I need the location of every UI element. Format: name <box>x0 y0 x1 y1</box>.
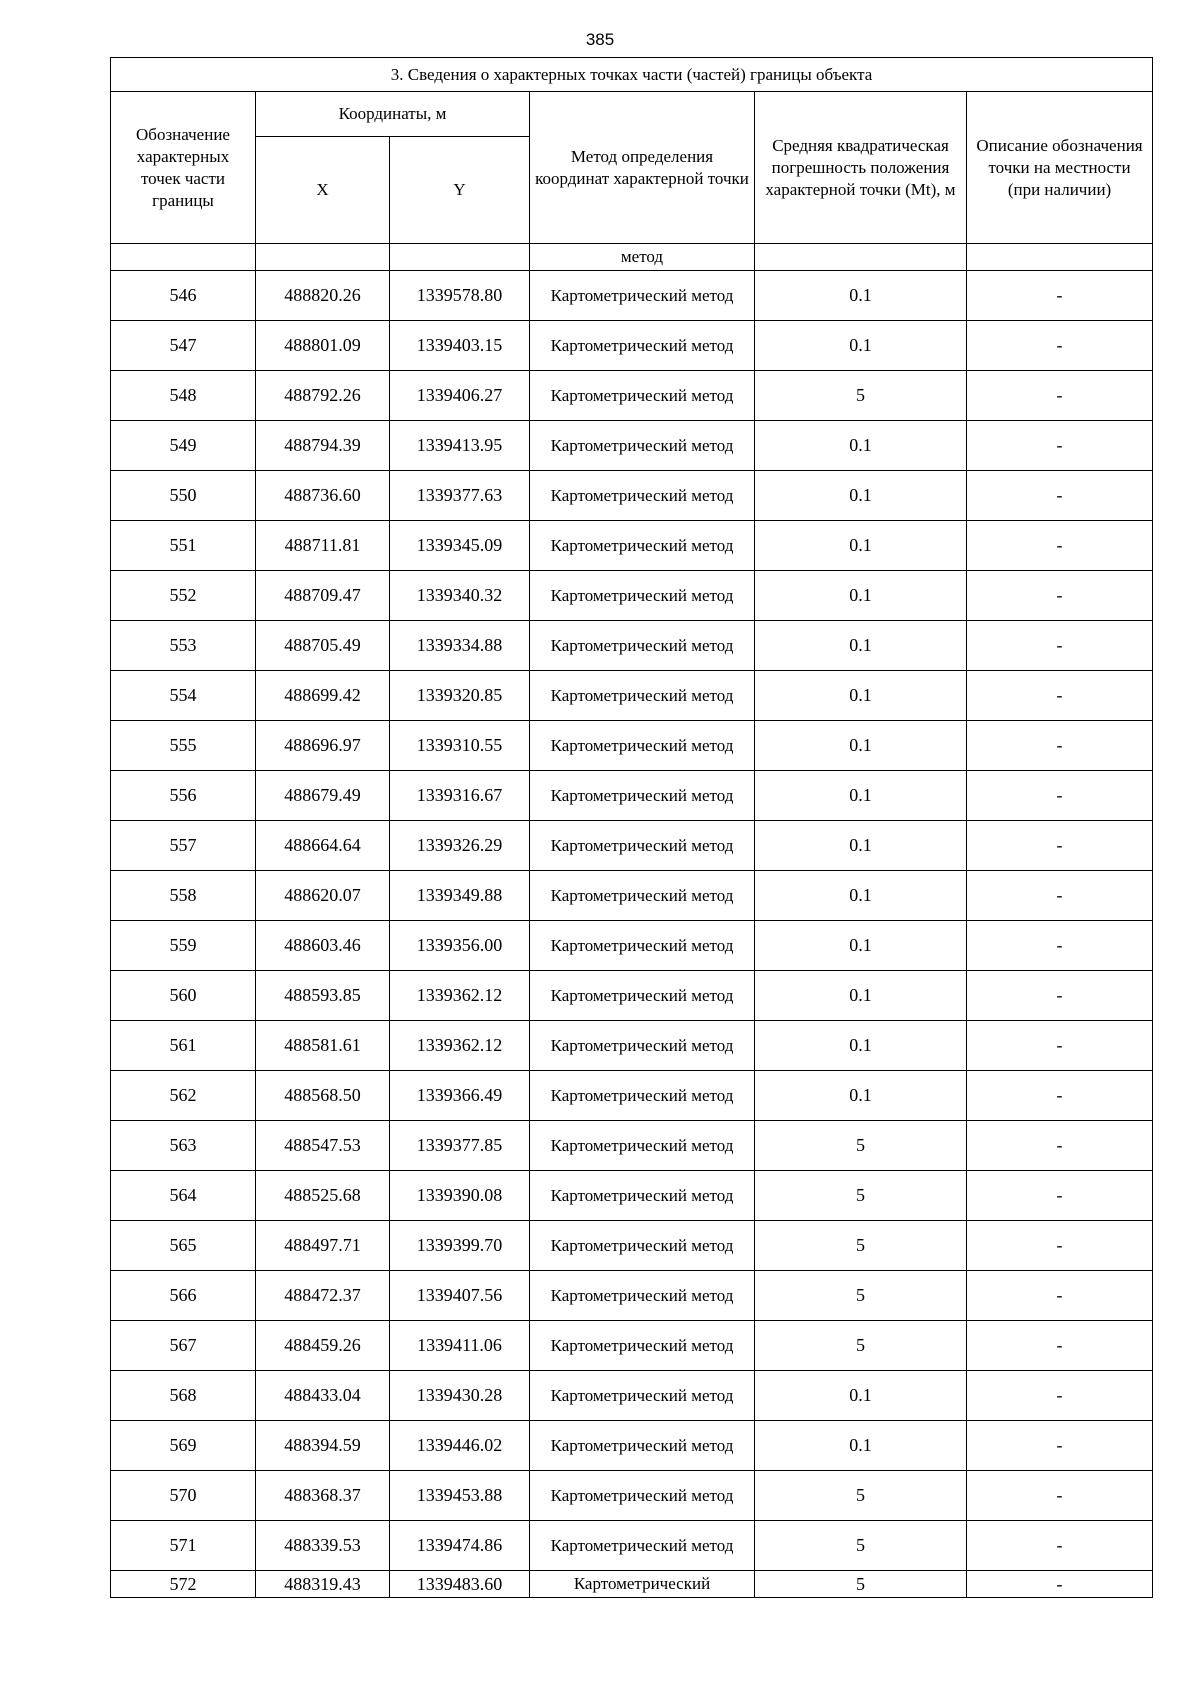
cell-y: 1339334.88 <box>390 621 530 671</box>
cell-x: 488801.09 <box>256 321 390 371</box>
cell-x: 488339.53 <box>256 1521 390 1571</box>
cell-method: Картометрический метод <box>530 1021 755 1071</box>
cell-point: 560 <box>111 971 256 1021</box>
table-row <box>111 1321 1153 1371</box>
cell-x: 488459.26 <box>256 1321 390 1371</box>
cell-y: 1339362.12 <box>390 1021 530 1071</box>
table-row <box>111 671 1153 721</box>
table-row <box>111 371 1153 421</box>
cell-description: - <box>967 371 1153 421</box>
cell-method: Картометрический метод <box>530 671 755 721</box>
cell-description: - <box>967 321 1153 371</box>
cell-point: 569 <box>111 1421 256 1471</box>
cell-x: 488709.47 <box>256 571 390 621</box>
page-number: 385 <box>585 30 615 49</box>
cell-error: 5 <box>755 1271 967 1321</box>
cell-method: Картометрический метод <box>530 371 755 421</box>
cell-error: 0.1 <box>755 621 967 671</box>
table-row <box>111 321 1153 371</box>
table-row <box>111 1421 1153 1471</box>
cell-method: Картометрический метод <box>530 871 755 921</box>
cell-empty <box>967 244 1153 271</box>
header-description: Описание обозначения точки на местности (при наличии) <box>967 92 1153 244</box>
cell-method: Картометрический метод <box>530 771 755 821</box>
cell-error: 0.1 <box>755 1371 967 1421</box>
cell-empty <box>390 244 530 271</box>
cell-description: - <box>967 1021 1153 1071</box>
cell-description: - <box>967 521 1153 571</box>
cell-point: 558 <box>111 871 256 921</box>
cell-x: 488820.26 <box>256 271 390 321</box>
cell-empty <box>111 244 256 271</box>
cell-point: 565 <box>111 1221 256 1271</box>
table-row <box>111 471 1153 521</box>
cell-error: 0.1 <box>755 1421 967 1471</box>
cell-x: 488699.42 <box>256 671 390 721</box>
cell-point: 568 <box>111 1371 256 1421</box>
cell-point: 567 <box>111 1321 256 1371</box>
cell-point: 553 <box>111 621 256 671</box>
cell-method: Картометрический метод <box>530 521 755 571</box>
cell-description: - <box>967 871 1153 921</box>
cell-y: 1339446.02 <box>390 1421 530 1471</box>
cell-error: 5 <box>755 1321 967 1371</box>
cell-method: Картометрический метод <box>530 1471 755 1521</box>
cell-method: Картометрический <box>530 1571 755 1598</box>
continuation-row <box>111 244 1153 271</box>
cell-x: 488568.50 <box>256 1071 390 1121</box>
cell-error: 0.1 <box>755 971 967 1021</box>
cell-error: 0.1 <box>755 671 967 721</box>
characteristic-points-table <box>110 57 1153 1598</box>
cell-method: Картометрический метод <box>530 321 755 371</box>
cell-description: - <box>967 821 1153 871</box>
cell-description: - <box>967 1171 1153 1221</box>
cell-description: - <box>967 671 1153 721</box>
table-row <box>111 821 1153 871</box>
header-point: Обозначение характерных точек части границы <box>111 92 256 244</box>
cell-method: Картометрический метод <box>530 1421 755 1471</box>
table-row <box>111 971 1153 1021</box>
cell-point: 557 <box>111 821 256 871</box>
table-row <box>111 1571 1153 1598</box>
cell-method: Картометрический метод <box>530 1271 755 1321</box>
cell-method: Картометрический метод <box>530 721 755 771</box>
cell-description: - <box>967 1221 1153 1271</box>
cell-description: - <box>967 771 1153 821</box>
cell-method: Картометрический метод <box>530 421 755 471</box>
cell-point: 570 <box>111 1471 256 1521</box>
cell-point: 554 <box>111 671 256 721</box>
cell-x: 488547.53 <box>256 1121 390 1171</box>
cell-description: - <box>967 971 1153 1021</box>
table-row <box>111 1171 1153 1221</box>
cell-x: 488581.61 <box>256 1021 390 1071</box>
table-row <box>111 1221 1153 1271</box>
cell-point: 556 <box>111 771 256 821</box>
cell-y: 1339326.29 <box>390 821 530 871</box>
table-row <box>111 1371 1153 1421</box>
cell-description: - <box>967 571 1153 621</box>
cell-y: 1339430.28 <box>390 1371 530 1421</box>
cell-point: 552 <box>111 571 256 621</box>
cell-x: 488736.60 <box>256 471 390 521</box>
cell-y: 1339407.56 <box>390 1271 530 1321</box>
table-title: 3. Сведения о характерных точках части (частей) границы объекта <box>111 58 1153 92</box>
cell-point: 549 <box>111 421 256 471</box>
cell-description: - <box>967 1571 1153 1598</box>
cell-description: - <box>967 1421 1153 1471</box>
cell-error: 0.1 <box>755 771 967 821</box>
cell-error: 0.1 <box>755 721 967 771</box>
cell-point: 559 <box>111 921 256 971</box>
cell-method: Картометрический метод <box>530 971 755 1021</box>
cell-error: 5 <box>755 1121 967 1171</box>
cell-x: 488705.49 <box>256 621 390 671</box>
table-row <box>111 871 1153 921</box>
cell-description: - <box>967 1521 1153 1571</box>
cell-x: 488394.59 <box>256 1421 390 1471</box>
cell-x: 488433.04 <box>256 1371 390 1421</box>
cell-description: - <box>967 271 1153 321</box>
cell-x: 488664.64 <box>256 821 390 871</box>
cell-method: Картометрический метод <box>530 921 755 971</box>
table-row <box>111 1071 1153 1121</box>
cell-error: 5 <box>755 1571 967 1598</box>
cell-error: 0.1 <box>755 871 967 921</box>
header-method: Метод определения координат характерной точки <box>530 92 755 244</box>
cell-description: - <box>967 621 1153 671</box>
cell-error: 0.1 <box>755 321 967 371</box>
cell-empty <box>256 244 390 271</box>
cell-y: 1339453.88 <box>390 1471 530 1521</box>
cell-y: 1339366.49 <box>390 1071 530 1121</box>
cell-point: 564 <box>111 1171 256 1221</box>
cell-y: 1339356.00 <box>390 921 530 971</box>
cell-method: Картометрический метод <box>530 1321 755 1371</box>
cell-point: 555 <box>111 721 256 771</box>
cell-x: 488792.26 <box>256 371 390 421</box>
cell-point: 546 <box>111 271 256 321</box>
cell-error: 0.1 <box>755 1071 967 1121</box>
cell-error: 0.1 <box>755 821 967 871</box>
cell-point: 548 <box>111 371 256 421</box>
cell-method: Картометрический метод <box>530 471 755 521</box>
cell-description: - <box>967 421 1153 471</box>
cell-y: 1339377.63 <box>390 471 530 521</box>
cell-y: 1339403.15 <box>390 321 530 371</box>
table-row <box>111 571 1153 621</box>
cell-method: Картометрический метод <box>530 1071 755 1121</box>
cell-description: - <box>967 721 1153 771</box>
table-row <box>111 1271 1153 1321</box>
cell-x: 488368.37 <box>256 1471 390 1521</box>
cell-method: Картометрический метод <box>530 1521 755 1571</box>
cell-method: Картометрический метод <box>530 1221 755 1271</box>
cell-description: - <box>967 1371 1153 1421</box>
table-row <box>111 771 1153 821</box>
cell-empty <box>755 244 967 271</box>
cell-method-continuation: метод <box>530 244 755 271</box>
cell-y: 1339349.88 <box>390 871 530 921</box>
cell-method: Картометрический метод <box>530 1171 755 1221</box>
cell-x: 488603.46 <box>256 921 390 971</box>
cell-y: 1339320.85 <box>390 671 530 721</box>
cell-error: 5 <box>755 371 967 421</box>
header-error: Средняя квадратическая погрешность положения характерной точки (Mt), м <box>755 92 967 244</box>
cell-x: 488620.07 <box>256 871 390 921</box>
cell-x: 488696.97 <box>256 721 390 771</box>
cell-y: 1339413.95 <box>390 421 530 471</box>
table-row <box>111 521 1153 571</box>
cell-y: 1339345.09 <box>390 521 530 571</box>
cell-x: 488593.85 <box>256 971 390 1021</box>
cell-y: 1339406.27 <box>390 371 530 421</box>
cell-method: Картометрический метод <box>530 271 755 321</box>
cell-y: 1339316.67 <box>390 771 530 821</box>
cell-point: 551 <box>111 521 256 571</box>
table-row <box>111 1121 1153 1171</box>
header-x: X <box>256 137 390 244</box>
cell-x: 488711.81 <box>256 521 390 571</box>
table-row <box>111 1471 1153 1521</box>
cell-error: 5 <box>755 1471 967 1521</box>
cell-method: Картометрический метод <box>530 1121 755 1171</box>
cell-description: - <box>967 471 1153 521</box>
cell-method: Картометрический метод <box>530 1371 755 1421</box>
table-row <box>111 271 1153 321</box>
cell-description: - <box>967 1271 1153 1321</box>
cell-description: - <box>967 1121 1153 1171</box>
cell-method: Картометрический метод <box>530 621 755 671</box>
table-body <box>111 244 1153 1598</box>
cell-method: Картометрический метод <box>530 571 755 621</box>
cell-error: 0.1 <box>755 921 967 971</box>
cell-point: 572 <box>111 1571 256 1598</box>
cell-point: 561 <box>111 1021 256 1071</box>
cell-point: 562 <box>111 1071 256 1121</box>
table-row <box>111 921 1153 971</box>
cell-error: 0.1 <box>755 1021 967 1071</box>
table-row <box>111 721 1153 771</box>
header-coords: Координаты, м <box>256 92 530 137</box>
cell-x: 488472.37 <box>256 1271 390 1321</box>
cell-description: - <box>967 1071 1153 1121</box>
table-row <box>111 1021 1153 1071</box>
cell-point: 571 <box>111 1521 256 1571</box>
cell-x: 488794.39 <box>256 421 390 471</box>
cell-y: 1339411.06 <box>390 1321 530 1371</box>
cell-y: 1339340.32 <box>390 571 530 621</box>
table-row <box>111 421 1153 471</box>
cell-error: 0.1 <box>755 521 967 571</box>
cell-point: 566 <box>111 1271 256 1321</box>
cell-point: 563 <box>111 1121 256 1171</box>
header-y: Y <box>390 137 530 244</box>
cell-y: 1339310.55 <box>390 721 530 771</box>
cell-error: 0.1 <box>755 471 967 521</box>
cell-y: 1339483.60 <box>390 1571 530 1598</box>
cell-error: 5 <box>755 1221 967 1271</box>
cell-y: 1339377.85 <box>390 1121 530 1171</box>
cell-method: Картометрический метод <box>530 821 755 871</box>
cell-error: 5 <box>755 1171 967 1221</box>
cell-error: 0.1 <box>755 271 967 321</box>
cell-point: 550 <box>111 471 256 521</box>
cell-description: - <box>967 1321 1153 1371</box>
cell-y: 1339390.08 <box>390 1171 530 1221</box>
cell-error: 0.1 <box>755 571 967 621</box>
cell-y: 1339362.12 <box>390 971 530 1021</box>
table-row <box>111 621 1153 671</box>
cell-x: 488319.43 <box>256 1571 390 1598</box>
cell-error: 5 <box>755 1521 967 1571</box>
cell-x: 488525.68 <box>256 1171 390 1221</box>
cell-y: 1339474.86 <box>390 1521 530 1571</box>
cell-x: 488679.49 <box>256 771 390 821</box>
cell-description: - <box>967 1471 1153 1521</box>
cell-y: 1339578.80 <box>390 271 530 321</box>
table-row <box>111 1521 1153 1571</box>
cell-x: 488497.71 <box>256 1221 390 1271</box>
cell-description: - <box>967 921 1153 971</box>
cell-y: 1339399.70 <box>390 1221 530 1271</box>
cell-point: 547 <box>111 321 256 371</box>
cell-error: 0.1 <box>755 421 967 471</box>
